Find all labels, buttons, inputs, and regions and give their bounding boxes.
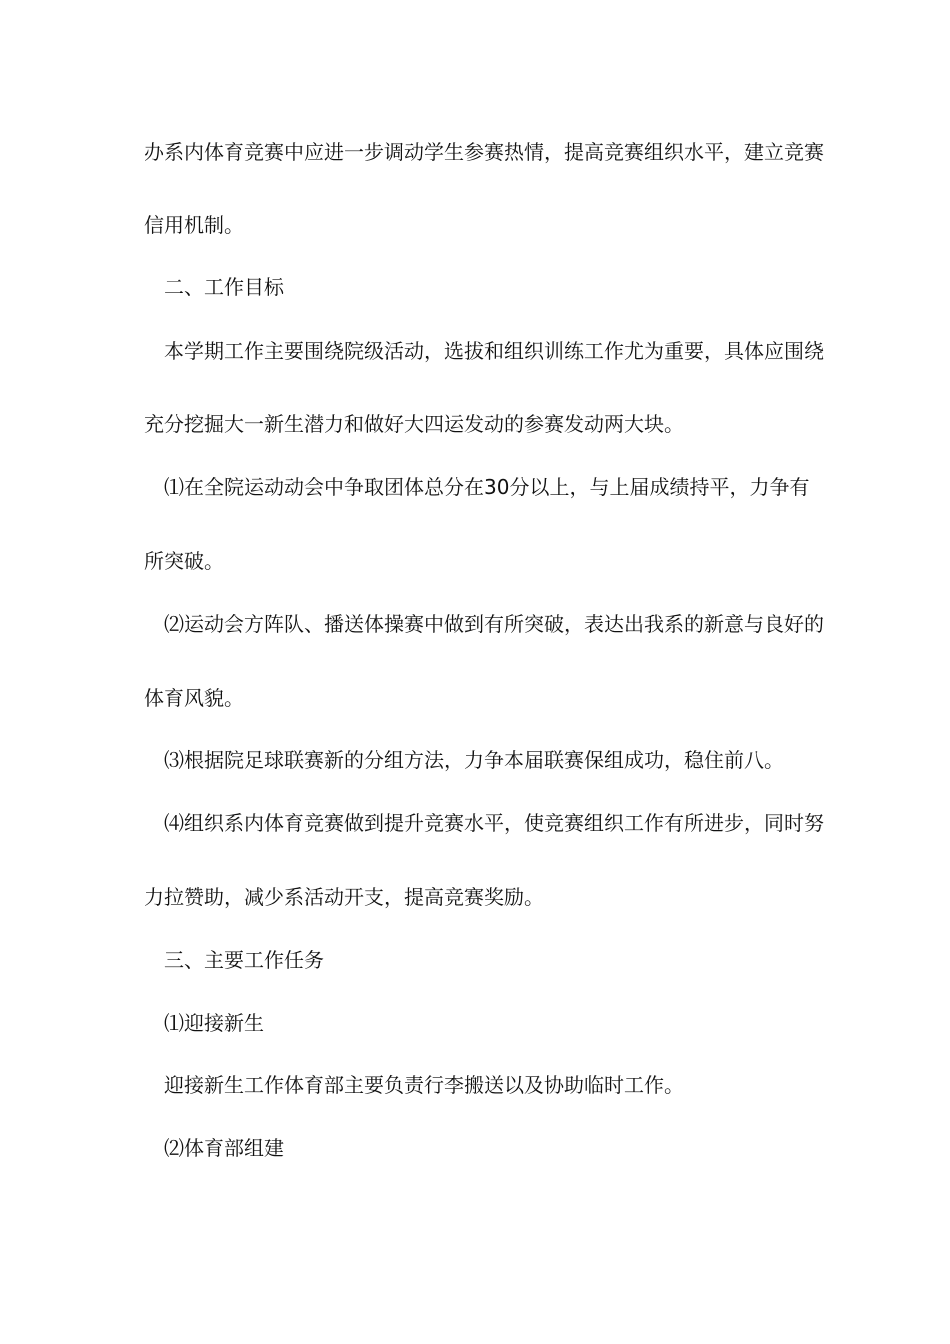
list-item: ⑷组织系内体育竞赛做到提升竞赛水平，使竞赛组织工作有所进步，同时努 xyxy=(164,811,824,835)
section-heading: 三、主要工作任务 xyxy=(164,948,324,972)
paragraph-line: 力拉赞助，减少系活动开支，提高竞赛奖励。 xyxy=(144,885,544,909)
paragraph-line: 充分挖掘大一新生潜力和做好大四运发动的参赛发动两大块。 xyxy=(144,412,684,436)
list-item: ⑶根据院足球联赛新的分组方法，力争本届联赛保组成功，稳住前八。 xyxy=(164,748,784,772)
list-item: ⑵体育部组建 xyxy=(164,1136,284,1160)
list-item: ⑴在全院运动动会中争取团体总分在30分以上，与上届成绩持平，力争有 xyxy=(164,475,810,499)
paragraph-line: 体育风貌。 xyxy=(144,686,244,710)
paragraph-line: 信用机制。 xyxy=(144,213,244,237)
list-item: ⑴迎接新生 xyxy=(164,1011,264,1035)
paragraph-line: 办系内体育竞赛中应进一步调动学生参赛热情，提高竞赛组织水平，建立竞赛 xyxy=(144,140,824,164)
section-heading: 二、工作目标 xyxy=(164,275,284,299)
paragraph-line: 本学期工作主要围绕院级活动，选拔和组织训练工作尤为重要，具体应围绕 xyxy=(164,339,824,363)
list-item: ⑵运动会方阵队、播送体操赛中做到有所突破，表达出我系的新意与良好的 xyxy=(164,612,824,636)
paragraph-line: 所突破。 xyxy=(144,549,224,573)
paragraph-line: 迎接新生工作体育部主要负责行李搬送以及协助临时工作。 xyxy=(164,1073,684,1097)
